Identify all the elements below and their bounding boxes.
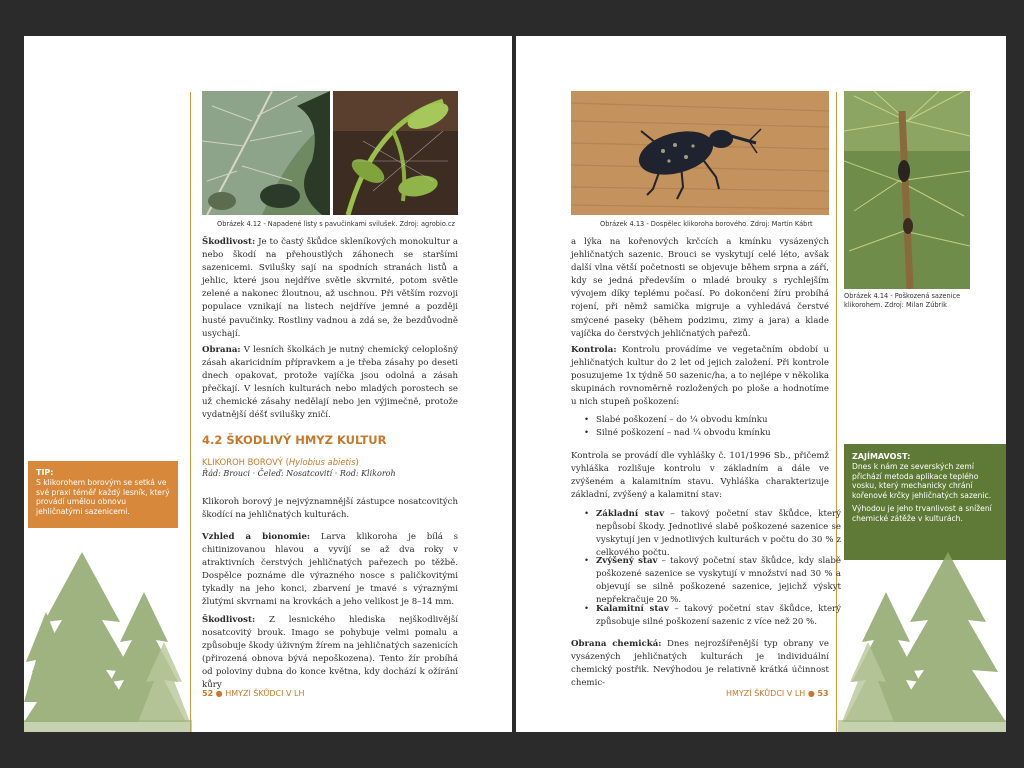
obrana-chemicka-label: Obrana chemická:	[571, 639, 662, 649]
right-footer: HMYZÍ ŠKŮDCI V LH ● 53	[726, 689, 829, 698]
state-label: Kalamitní stav	[596, 604, 669, 614]
skodlivost2-paragraph	[202, 614, 458, 693]
state-label: Základní stav	[596, 509, 665, 519]
kontrola-text: Kontrolu provádíme ve vegetačním období u jehličnatých kultur do 2 let od jejich založení. Při kontrole posuzujeme 1x týdně 50 sazenic/ha, a to nejlépe v několika skupinách rovnoměrně rozložených po ploše a hodnotíme u nich stupeň poškození:	[571, 345, 829, 408]
obrana-chemicka-text: Dnes nejrozšířenější typ obrany ve vysázených jehličnatých kulturách je individuální chemický postřik. Nevýhodou je relativně krátká účinnost chemic-	[571, 639, 829, 689]
tree-illustration-left	[24, 552, 192, 732]
left-footer-text: HMYZÍ ŠKŮDCI V LH	[225, 689, 305, 698]
info-box	[844, 444, 1006, 560]
leaf-photo	[202, 91, 330, 215]
state-list-item	[584, 555, 841, 607]
skodlivost-paragraph	[202, 236, 458, 341]
left-footer: 52 ● HMYZÍ ŠKŮDCI V LH	[202, 689, 305, 698]
weevil-photo	[571, 91, 829, 215]
state-list-item	[584, 603, 841, 629]
tip-title: TIP:	[36, 468, 54, 477]
skodlivost-text: Je to častý škůdce skleníkových monokultur a nebo škodí na přehoustlých záhonech se staršími sazenicemi. Svilušky sají na spodních stranách listů a jehlic, které jsou nejdříve světle skvrnité, potom světle zelené a nakonec žloutnou, až uschnou. Při větším rozvoji populace vznikají na listech nejdříve jemné a později husté pavučinky. Rostliny vadnou a zdá se, že bezdůvodně usychají.	[202, 237, 458, 339]
info-box-paragraph: Dnes k nám ze severských zemí přichází metoda aplikace teplého vosku, který mechanicky chrání kořenové krčky jehličnatých sazenic.	[852, 462, 992, 500]
info-box-paragraph: Výhodou je jeho trvanlivost a snížení chemické zátěže v kulturách.	[852, 504, 992, 523]
info-box-title: ZAJÍMAVOST:	[852, 452, 911, 461]
vzhled-label: Vzhled a bionomie:	[202, 532, 311, 542]
state-label: Zvýšený stav	[596, 556, 658, 566]
kontrola-label: Kontrola:	[571, 345, 617, 355]
skodlivost-label: Škodlivost:	[202, 237, 256, 247]
state-text: – takový početní stav škůdce, který způsobuje silné poškození sazenic z více než 20 %.	[596, 604, 841, 628]
caption-4-13: Obrázek 4.13 - Dospělec klikoroha borového. Zdroj: Martin Kábrt	[600, 220, 813, 228]
obrana-chemicka-paragraph	[571, 638, 829, 690]
vyhlaska-paragraph: Kontrola se provádí dle vyhlášky č. 101/1996 Sb., přičemž vyhláška rozlišuje kontrolu v základním a dále ve zvýšeném a kalamitním stavu. Vyhláška charakterizuje základní, zvýšený a kalamitní stav:	[571, 451, 829, 501]
left-page-number: 52	[202, 689, 214, 698]
skodlivost2-text: Z lesnického hlediska nejškodlivější nosatcovitý brouk. Imago se pohybuje velmi pomalu a způsobuje škody úživným žírem na jehličnatých sazenicích (přirozená obnova bývá nepoškozena). Tento žír probíhá od poloviny dubna do konce května, kdy dochází k ožírání kůry	[202, 615, 458, 691]
damage-list-item: • Silné poškození – nad ¼ obvodu kmínku	[584, 427, 836, 440]
subsection-latin: Hylobius abietis	[288, 457, 356, 467]
subsection-title: KLIKOROH BOROVÝ (Hylobius abietis)	[202, 457, 359, 467]
vzhled-paragraph	[202, 531, 458, 610]
obrana-paragraph	[202, 344, 458, 423]
damage-list-item: • Slabé poškození – do ¼ obvodu kmínku	[584, 414, 836, 427]
state-text: – takový početní stav škůdce, kdy slabě poškozené sazenice se vyskytují v množství nad 30 % a objevují se silně poškozené sazenice, jejichž výskyt nepřekračuje 20 %.	[596, 556, 841, 606]
kontrola-paragraph	[571, 344, 829, 409]
obrana-text: V lesních školkách je nutný chemický celoplošný zásah akaricidním přípravkem a je třeba zásahy po deseti dnech opakovat, protože vajíčka jsou odolná a zásah přečkají. V lesních kulturách nebo mladých porostech se už chemické zásahy nedělají nebo jen výjimečně, protože vydatnější déšť svilušky zničí.	[202, 345, 458, 421]
state-list-item	[584, 508, 841, 560]
pine-seedling-photo	[844, 91, 970, 289]
right-page-number: 53	[817, 689, 829, 698]
caption-4-12: Obrázek 4.12 - Napadené listy s pavučinkami svilušek. Zdroj: agrobio.cz	[217, 220, 455, 228]
intro-paragraph: Klikoroh borový je nejvýznamnější zástupce nosatcovitých škodící na jehličnatých kulturách.	[202, 497, 458, 521]
state-text: – takový početní stav škůdce, který nepůsobí škody. Jednotlivé slabě poškozené sazenice se vyskytují jen v jednotlivých kulturách v počtu do 30 % z celkového počtu.	[596, 509, 841, 559]
vzhled-text: Larva klikoroha je bílá s chitinizovanou hlavou a vyvíjí se až dva roky v atraktivních čerstvých jehličnatých pařezech po těžbě. Dospělce poznáme dle výrazného nosce s paličkovitými tykadly na jeho konci, zbarvení je tmavé s výraznými žlutými skvrnami na krovkách a jeho velikost je 8–14 mm.	[202, 532, 458, 608]
tip-text: S klikorohem borovým se setká ve své praxi téměř každý lesník, který provádí umělou obnovu jehličnatými sazenicemi.	[36, 478, 170, 516]
right-page-rule	[836, 92, 837, 732]
spider-web-photo	[333, 91, 458, 215]
obrana-label: Obrana:	[202, 345, 241, 355]
section-title: 4.2 ŠKODLIVÝ HMYZ KULTUR	[202, 433, 387, 447]
skodlivost2-label: Škodlivost:	[202, 615, 256, 625]
subsection-meta: Řád: Brouci · Čeleď: Nosatcovití · Rod: Klikoroh	[202, 469, 396, 478]
right-footer-text: HMYZÍ ŠKŮDCI V LH	[726, 689, 806, 698]
caption-4-14: Obrázek 4.14 - Poškozená sazenice klikorohem. Zdroj: Milan Zúbrik	[844, 292, 961, 309]
left-page	[24, 36, 512, 732]
tip-box	[28, 461, 178, 528]
right-page	[516, 36, 1006, 732]
tree-illustration-right	[838, 552, 1006, 732]
continuation-paragraph: a lýka na kořenových krčcích a kmínku vysázených jehličnatých sazenic. Brouci se vyskytují celé léto, avšak další vlna větší početnosti se objevuje během srpna a září, kdy se jedná především o mladé brouky s rychlejším vývojem díky teplému počasí. Po dokončení žíru probíhá rojení, při němž samička migruje a vyhledává čerstvé smýcené paseky (během podzimu, zimy a jara) a klade vajíčka do čerstvých jehličnatých pařezů.	[571, 237, 829, 339]
subsection-name: KLIKOROH BOROVÝ	[202, 457, 283, 467]
